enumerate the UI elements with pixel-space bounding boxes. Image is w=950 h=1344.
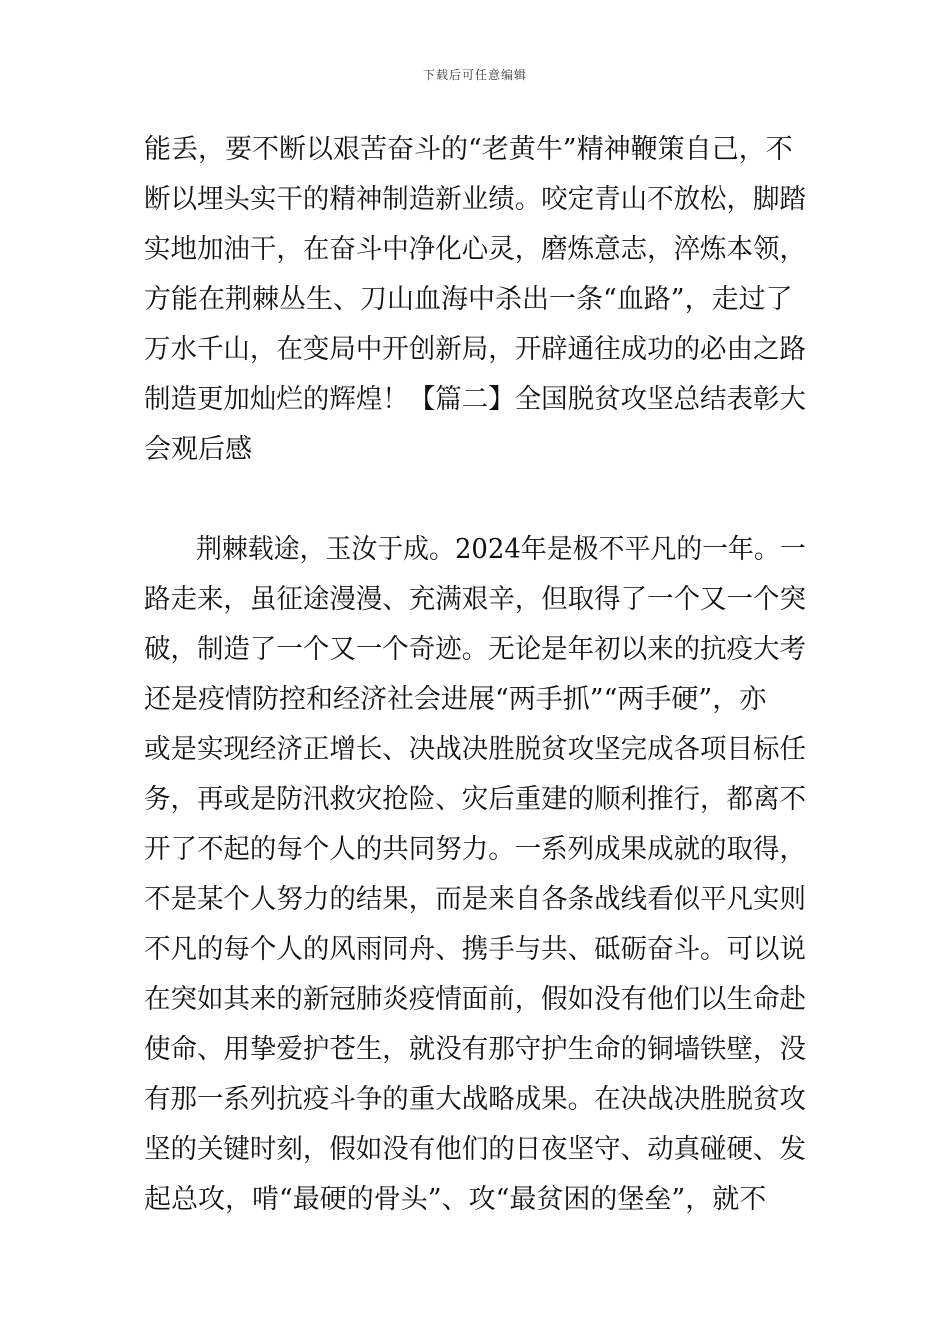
text-line: 坚的关键时刻，假如没有他们的日夜坚守、动真碰硬、发 <box>144 1134 806 1165</box>
text-line: 破，制造了一个又一个奇迹。无论是年初以来的抗疫大考 <box>144 634 806 665</box>
text-line: 断以埋头实干的精神制造新业绩。咬定青山不放松，脚踏 <box>144 184 806 215</box>
text-line: 不是某个人努力的结果，而是来自各条战线看似平凡实则 <box>144 884 806 915</box>
text-line: 开了不起的每个人的共同努力。一系列成果成就的取得， <box>144 834 806 865</box>
text-line: 方能在荆棘丛生、刀山血海中杀出一条“血路”，走过了 <box>144 284 793 315</box>
text-line: 万水千山，在变局中开创新局，开辟通往成功的必由之路 <box>144 334 806 365</box>
text-line: 能丢，要不断以艰苦奋斗的“老黄牛”精神鞭策自己，不 <box>144 134 793 165</box>
text-line: 不凡的每个人的风雨同舟、携手与共、砥砺奋斗。可以说 <box>144 934 806 965</box>
text-line: 使命、用挚爱护苍生，就没有那守护生命的铜墙铁壁，没 <box>144 1034 806 1065</box>
page-header-note: 下载后可任意编辑 <box>422 68 527 82</box>
text-line: 务，再或是防汛救灾抢险、灾后重建的顺利推行，都离不 <box>144 784 806 815</box>
text-line: 实地加油干，在奋斗中净化心灵，磨炼意志，淬炼本领， <box>144 234 806 265</box>
text-line: 在突如其来的新冠肺炎疫情面前，假如没有他们以生命赴 <box>144 984 806 1015</box>
text-line: 还是疫情防控和经济社会进展“两手抓”“两手硬”，亦 <box>144 684 767 715</box>
text-line: 起总攻，啃“最硬的骨头”、攻“最贫困的堡垒”，就不 <box>144 1184 767 1215</box>
text-line: 有那一系列抗疫斗争的重大战略成果。在决战决胜脱贫攻 <box>144 1084 806 1115</box>
text-line: 会观后感 <box>144 434 252 465</box>
text-line: 路走来，虽征途漫漫、充满艰辛，但取得了一个又一个突 <box>144 584 806 615</box>
text-line: 制造更加灿烂的辉煌！【篇二】全国脱贫攻坚总结表彰大 <box>144 384 806 415</box>
text-line: 或是实现经济正增长、决战决胜脱贫攻坚完成各项目标任 <box>144 734 806 765</box>
text-line: 荆棘载途，玉汝于成。2024年是极不平凡的一年。一 <box>196 534 806 565</box>
